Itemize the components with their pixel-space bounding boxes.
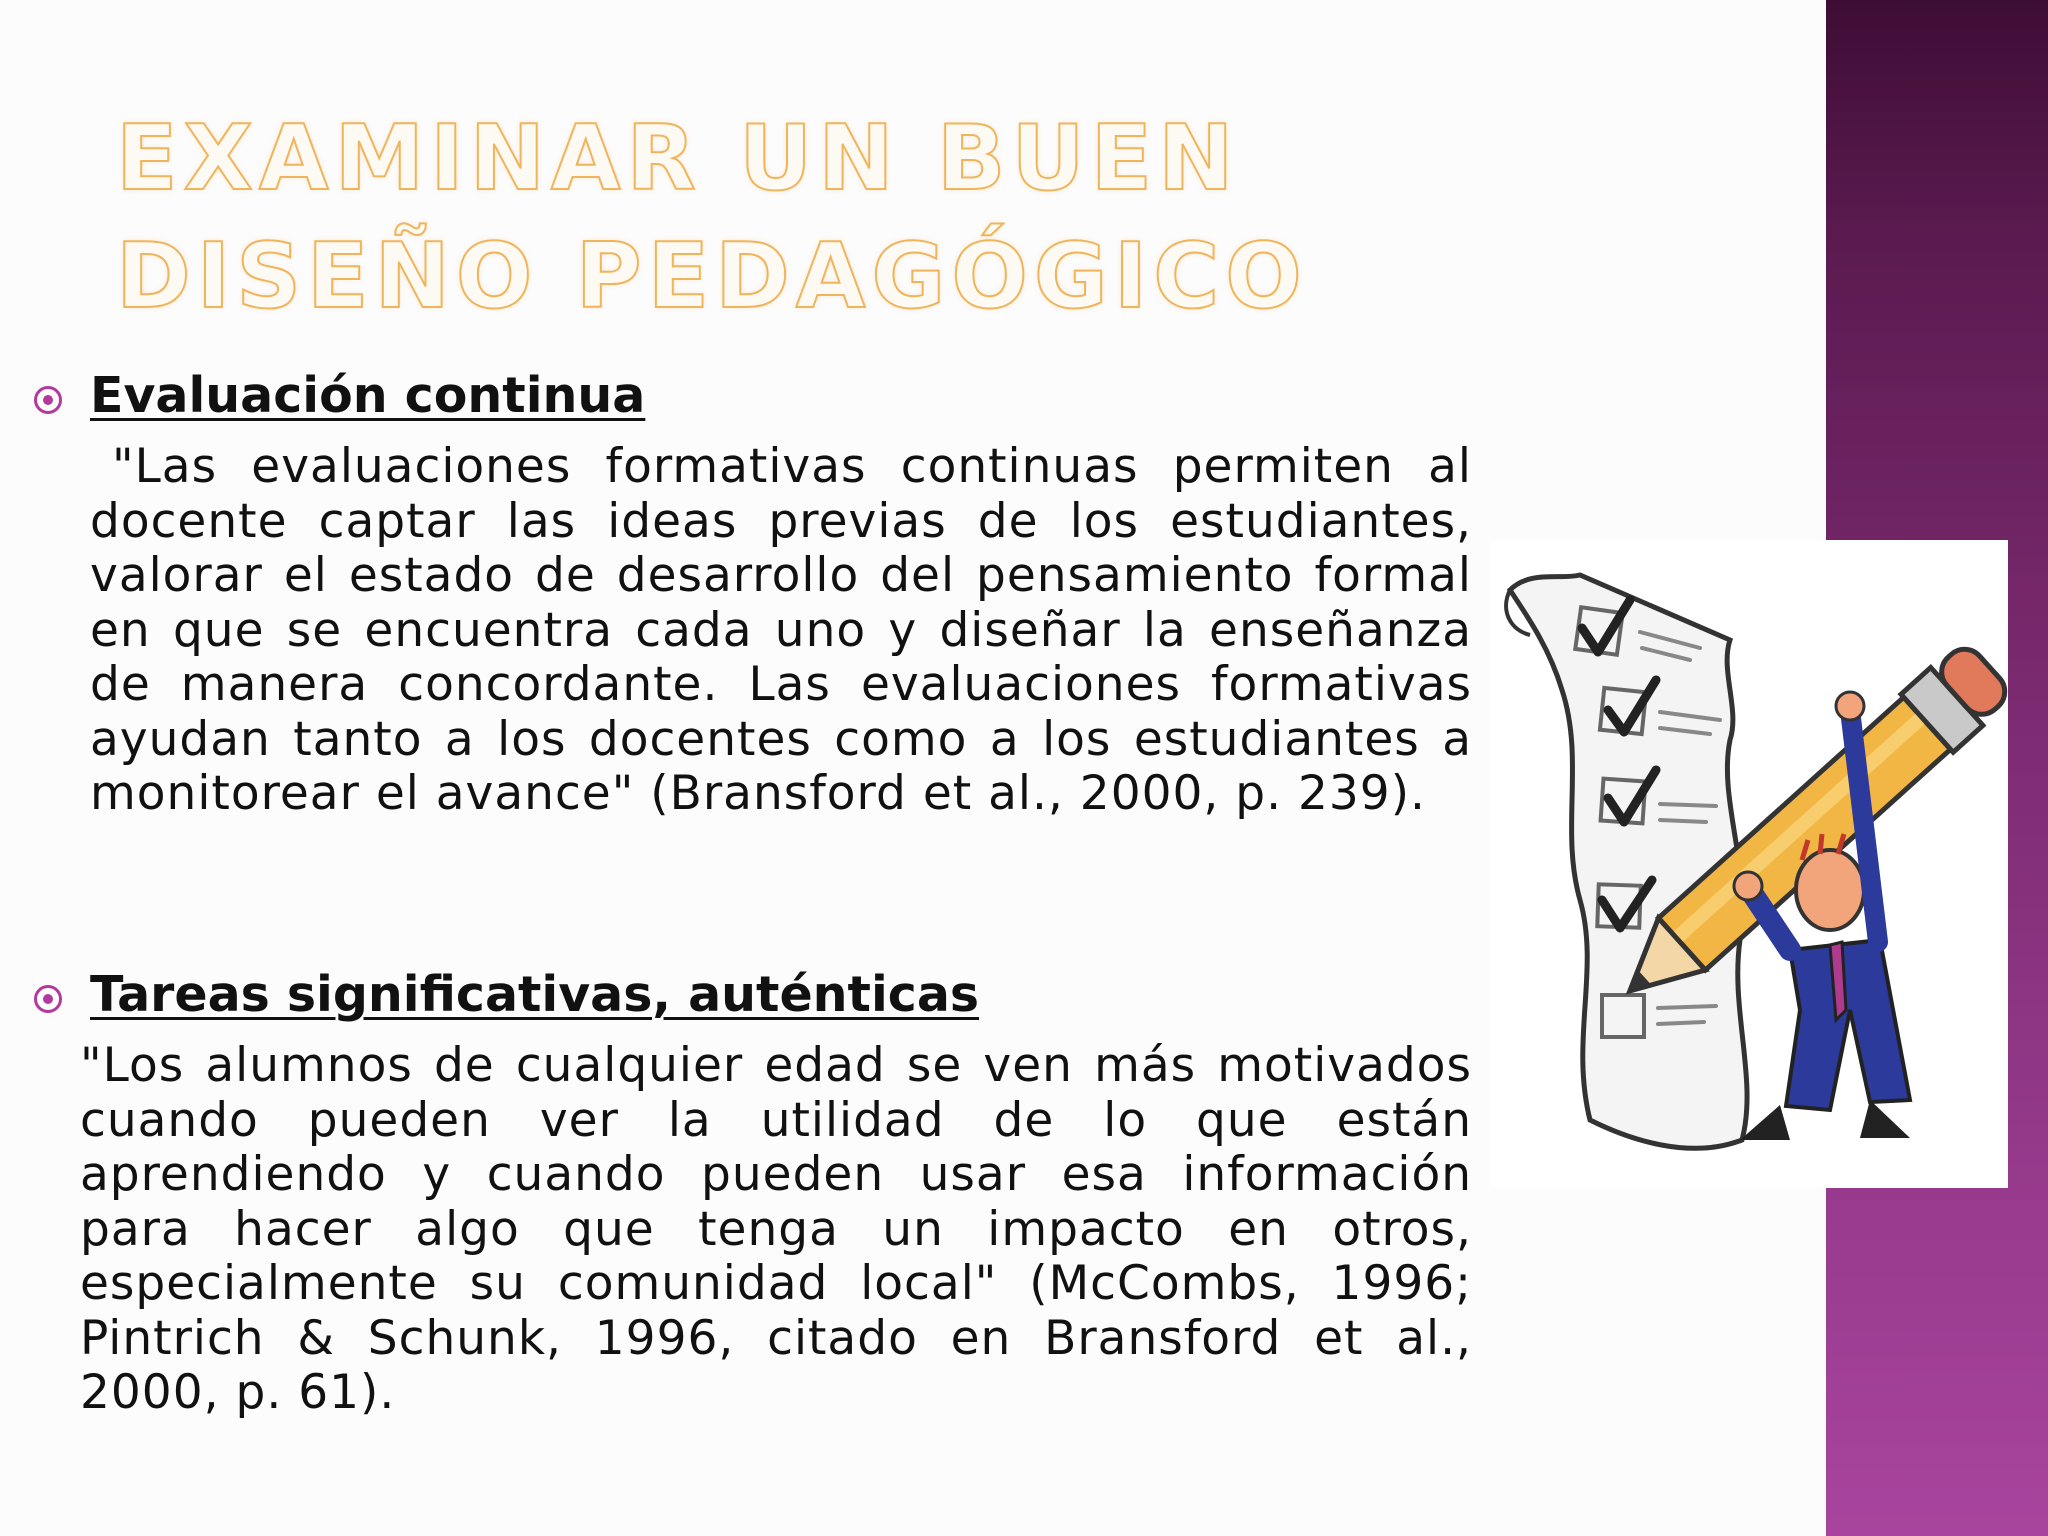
checklist-with-giant-pencil-icon (1490, 540, 2008, 1188)
section-heading-evaluacion: Evaluación continua (90, 367, 646, 424)
bullet-icon (34, 985, 62, 1013)
slide-title: EXAMINAR UN BUEN DISEÑO PEDAGÓGICO (116, 106, 1308, 329)
bullet-icon (34, 386, 62, 414)
section-heading-tareas: Tareas significativas, auténticas (90, 966, 980, 1023)
checklist-pencil-illustration (1490, 540, 2008, 1188)
section-body-evaluacion: "Las evaluaciones formativas continuas permiten al docente captar las ideas previas de los estudiantes, valorar el estado de desarrollo del pensamiento formal en que se encuentra cada uno y diseñar la enseñanza de manera concordante. Las evaluaciones formativas ayudan tanto a los docentes como a los estudiantes a monitorear el avance" (Bransford et al., 2000, p. 239). (90, 439, 1472, 821)
section-body-tareas: "Los alumnos de cualquier edad se ven más motivados cuando pueden ver la utilidad de lo que están aprendiendo y cuando pueden usar esa información para hacer algo que tenga un impacto en otros, especialmente su comunidad local" (McCombs, 1996; Pintrich & Schunk, 1996, citado en Bransford et al., 2000, p. 61). (80, 1038, 1472, 1420)
